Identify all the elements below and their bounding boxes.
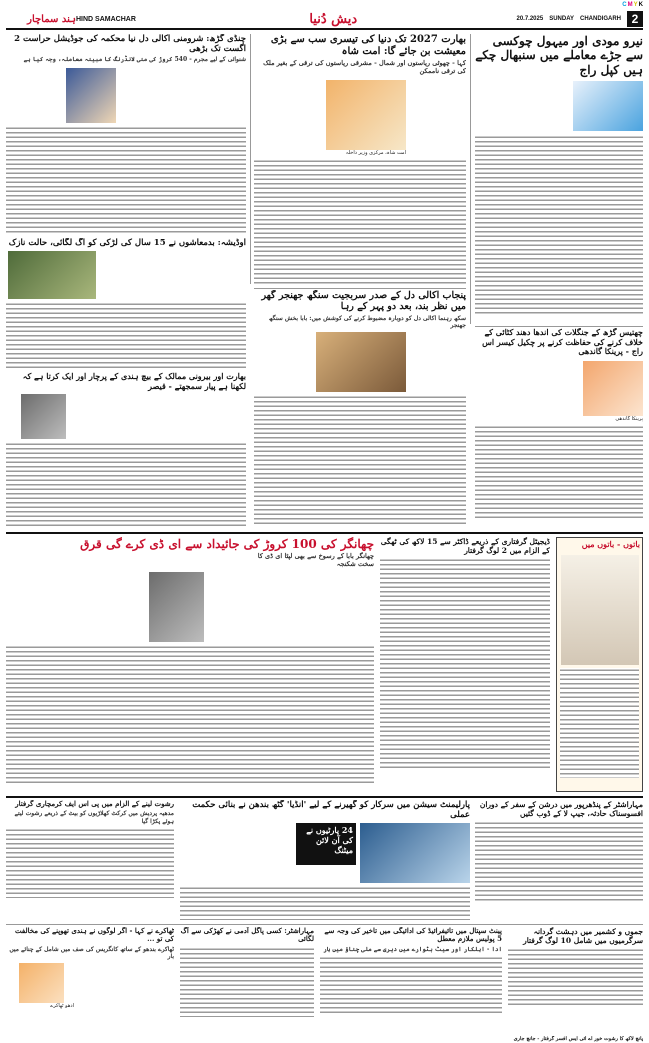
headline-fraud: ڈیجیٹل گرفتاری کے ذریعے ڈاکٹر سے 15 لاکھ کی ٹھگی کے الزام میں 2 لوگ گرفتار: [380, 537, 550, 555]
subheadline-top-center: کہا - چھوٹی ریاستوں اور شمال - مشرقی ریاستوں کی ترقی کے بغیر ملک کی ترقی ناممکن: [263, 59, 466, 75]
body-bengal: [320, 956, 502, 1016]
headline-punjab: [254, 290, 466, 313]
headline-ed-text: چھانگر کی 100 کروڑ کی جائیداد سے ای ڈی کرے گی قرق: [80, 537, 374, 551]
divider: [6, 796, 643, 798]
article-top-center: [254, 34, 466, 284]
article-chhattisgarh: [475, 328, 643, 533]
headline-chhattisgarh: چھتیس گڑھ کے جنگلات کی اندھا دھند کٹائی کے خلاف کرنے کی حفاظت کرنے پر چکیل کیسر اس راج - پرینکا گاندھی: [482, 328, 643, 357]
body-jk: [508, 948, 643, 1008]
text-lines: [6, 645, 374, 785]
article-india-scam: [6, 1036, 643, 1043]
article-bengal: [320, 927, 502, 1039]
text-lines: [475, 425, 643, 520]
headline-upcharges: رشوت لینے کے الزام میں پی اس ایف کرمچاری گرفتار: [15, 800, 174, 808]
body-punjab: [254, 395, 466, 525]
divider: [254, 288, 466, 289]
text-lines: [6, 302, 246, 368]
subheadline-bengal: ادا - اہلکار اور سیٹ بٹوارے میں دیری سے ملی چناؤ میں ہار: [323, 945, 502, 953]
headline-bridge: مہاراشٹر کے پنڈھرپور میں درشن کے سفر کے دوران افسوسناک حادثہ، جیپ لا کے ڈوب گئیں: [479, 800, 643, 818]
cmyk-m: M: [627, 2, 633, 8]
text-lines: [180, 947, 314, 1017]
headline-punjab-text: پنجاب اکالی دل کے صدر سربجیت سنگھ جھنجر گھر میں نظر بند، بعد دو پہر کے رہا: [261, 290, 466, 313]
photo-punjab: [316, 332, 406, 392]
body-top-center: [254, 159, 466, 284]
headline-ed: [6, 537, 374, 551]
subheadline-top-left: شنوائی کے لیے مجرم - 540 کروڑ کی منی لانڈرنگ کا مبینہ معاملہ، وجہ کیا ہے: [23, 56, 246, 64]
article-upcharges: [6, 800, 174, 920]
headline-top-right: نیرو مودی اور میہول چوکسی سے جڑے معاملے میں سنبھال چکے ہیں کپل راج: [475, 34, 643, 77]
body-bridge: [475, 821, 643, 901]
cartoon-image: [561, 555, 639, 665]
divider: [475, 326, 643, 327]
text-lines: [254, 395, 466, 525]
headline-parliament: پارلیمنٹ سیشن میں سرکار کو گھیرنے کے لیے 'انڈیا' گٹھ بندھن نے بنائی حکمت عملی: [192, 800, 470, 821]
body-chhattisgarh: [475, 425, 643, 520]
subheadline-punjab: سکھ رہنما اکالی دل کو دوبارہ مضبوط کرنے کی کوشش میں: بابا بخش سنگھ جھنجر: [268, 314, 466, 329]
body-parliament: [180, 886, 470, 920]
cmyk-k: K: [638, 2, 643, 8]
body-odisha: [6, 302, 246, 368]
text-lines: [254, 159, 466, 284]
text-lines: [508, 948, 643, 1008]
text-lines: [475, 821, 643, 901]
divider: [470, 34, 471, 324]
article-top-left: [6, 34, 246, 234]
cmyk-marks: [621, 2, 643, 8]
page-number: 2: [627, 11, 643, 27]
caption-priyanka: پرینکا گاندھی: [615, 415, 643, 422]
text-lines: [180, 886, 470, 920]
subheadline-thackeray: ٹھاکرے بندھو کے ساتھ کانگریس کی صف میں شامل کے چنائے میں بار: [9, 945, 174, 960]
text-lines: [6, 126, 246, 234]
article-thackeray: [6, 927, 174, 1039]
photo-odisha: [8, 251, 96, 299]
article-ed: [6, 537, 374, 792]
logo: ہند سماچار: [27, 13, 76, 25]
headline-top-center: بھارت 2027 تک دنیا کی تیسری سب سے بڑی معیشت بن جائے گا: امت شاہ: [270, 34, 466, 57]
text-lines: [475, 135, 643, 315]
headline-odisha: اوڈیشہ: بدمعاشوں نے 15 سال کی لڑکی کو آگ لگائی، حالت نازک: [8, 238, 246, 248]
article-fraud: [380, 537, 550, 792]
text-lines: [6, 442, 246, 527]
cmyk-y: Y: [633, 2, 638, 8]
headline-madhya: مدھیہ پردیش میں کرکٹ کھلاڑیوں کو بیٹ کے ذریعے رشوت لیتے ہوئے پکڑا گیا: [14, 810, 174, 825]
article-bridge: [475, 800, 643, 920]
body-top-right: [475, 135, 643, 315]
photo-thackeray: [19, 963, 64, 1003]
photo-chhangur-baba: [149, 572, 204, 642]
subheadline-ed: چھانگر بابا کے رسوخ سے بھی لپٹا ای ڈی کا سخت شکنجہ: [257, 552, 374, 569]
masthead: [6, 10, 643, 30]
text-lines: [560, 668, 639, 778]
logo-english: HIND SAMACHAR: [76, 15, 136, 23]
cartoon-batoon: [556, 537, 643, 792]
text-lines: [6, 828, 174, 898]
body-batoon: [557, 668, 642, 778]
article-punjab: [254, 290, 466, 525]
body-maharashtra: [6, 442, 246, 527]
headline-top-left: چنڈی گڑھ: شرومنی اکالی دل نیا محکمہ کی جوڈیشل حراست 2 اگست تک بڑھی: [14, 34, 246, 55]
edition-city: CHANDIGARH: [580, 16, 621, 22]
photo-amit-shah: [326, 80, 406, 150]
article-top-right: [475, 34, 643, 324]
headline-maharashtra: بھارت اور بیرونی ممالک کے بیچ ہندی کے پرچار اور ایک کرتا ہے کہ لکھنا ہے پیار سمجھتے - قیصر: [22, 372, 246, 391]
photo-top-left: [66, 68, 116, 123]
photo-maharashtra: [21, 394, 66, 439]
cmyk-c: C: [622, 2, 627, 8]
photo-top-right: [573, 81, 643, 131]
photo-priyanka: [583, 361, 643, 416]
divider: [250, 34, 251, 284]
body-bihar: [180, 947, 314, 1017]
parliament-highlight-box: 24 پارٹیوں نے کی آن لائن میٹنگ: [296, 823, 356, 865]
section-title: دیش دُنیا: [309, 11, 358, 27]
body-ed: [6, 645, 374, 785]
body-top-left: [6, 126, 246, 234]
headline-bengal: پینٹ سپتال میں تائیفرائیڈ کی ادائیگی میں تاخیر کی وجہ سے 5 پولیس ملازم معطل: [324, 927, 502, 944]
article-maharashtra: [6, 372, 246, 527]
text-lines: [320, 956, 502, 1016]
article-parliament: [180, 800, 470, 920]
headline-bihar: مہاراشٹر: کسی پاگل آدمی نے کھڑکی سے آگ لگائی: [180, 927, 314, 944]
caption-thackeray: ادھو ٹھاکرے: [50, 1003, 74, 1010]
text-lines: [380, 558, 550, 768]
issue-day: SUNDAY: [549, 16, 574, 22]
caption-amit-shah: امت شاہ، مرکزی وزیر داخلہ: [345, 149, 406, 156]
body-fraud: [380, 558, 550, 768]
article-jk: [508, 927, 643, 1039]
headline-india-scam: پانچ لاکھ کا رشوت خور اے آئی ایس افسر گرفتار - جانچ جاری: [513, 1036, 643, 1042]
photo-online-meeting: [360, 823, 470, 883]
headline-thackeray: ٹھاکرے نے کہا - اگر لوگوں نے ہندی تھوپنے کی مخالفت کی تو ...: [15, 927, 174, 944]
article-odisha: [6, 238, 246, 368]
issue-date: 20.7.2025: [516, 16, 544, 22]
body-upcharges: [6, 828, 174, 898]
divider: [6, 924, 643, 925]
headline-batoon: باتوں - باتوں میں: [581, 539, 640, 549]
headline-jk: جموں و کشمیر میں دہشت گردانہ سرگرمیوں میں شامل 10 لوگ گرفتار: [523, 927, 643, 945]
article-bihar: [180, 927, 314, 1039]
divider: [6, 532, 643, 534]
